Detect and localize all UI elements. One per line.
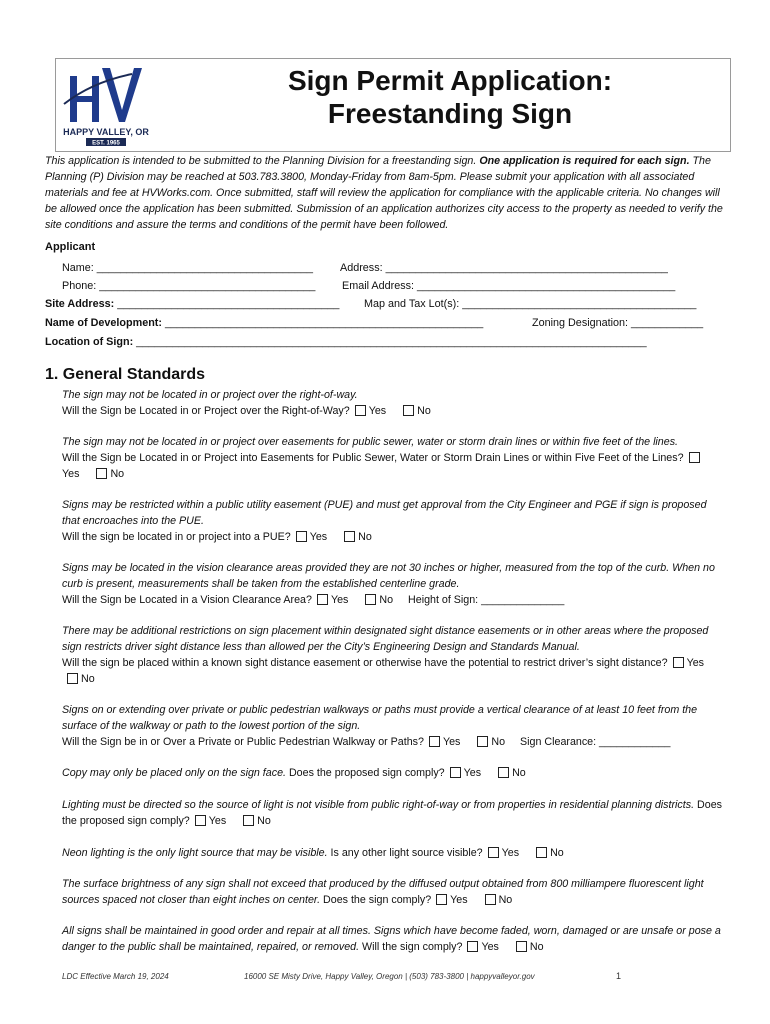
yes-checkbox[interactable] — [195, 815, 206, 826]
site-address-field[interactable] — [45, 298, 339, 310]
location-blank: _____________________________________________________________________________________ — [136, 336, 647, 348]
location-field[interactable] — [45, 336, 647, 348]
yes-checkbox[interactable] — [355, 405, 366, 416]
yes-checkbox[interactable] — [450, 767, 461, 778]
question-text: Will the sign be placed within a known sight distance easement or otherwise have the potential to restrict driver’s sight distance? — [62, 657, 668, 669]
yes-label: Yes — [481, 941, 499, 953]
question-guidance: Signs may be located in the vision clearance areas provided they are not 30 inches or higher, measured from the top of the curb. When no curb is present, measurements shall be taken from the established centerline grade. — [62, 562, 715, 590]
no-checkbox[interactable] — [498, 767, 509, 778]
yes-label: Yes — [501, 847, 520, 859]
yes-checkbox[interactable] — [296, 531, 307, 542]
no-label: No — [417, 405, 431, 417]
yes-label: Yes — [208, 815, 227, 827]
no-checkbox[interactable] — [536, 847, 547, 858]
yes-checkbox[interactable] — [488, 847, 499, 858]
yes-label: Yes — [442, 736, 461, 748]
question-guidance: Neon lighting is the only light source that may be visible. — [62, 847, 328, 859]
location-label: Location of Sign: — [45, 336, 134, 348]
question-maintenance — [62, 923, 722, 955]
question-guidance: The sign may not be located in or project over the right-of-way. — [62, 389, 358, 401]
no-checkbox[interactable] — [96, 468, 107, 479]
question-easements — [62, 434, 722, 482]
yes-checkbox[interactable] — [317, 594, 328, 605]
no-label: No — [491, 736, 506, 748]
logo-name-text: HAPPY VALLEY, OR — [63, 127, 149, 137]
address-field[interactable]: Address: _______________________________________________ — [340, 262, 668, 274]
title-line-1: Sign Permit Application: — [287, 65, 613, 96]
no-label: No — [358, 531, 372, 543]
question-guidance: There may be additional restrictions on sign placement within designated sight distance easements or in other areas where the proposed sign restricts driver sight distance less than allowed per the City’s Engineering Design and Standards Manual. — [62, 625, 709, 653]
site-address-label: Site Address: — [45, 298, 115, 310]
zoning-field[interactable]: Zoning Designation: ____________ — [532, 317, 704, 329]
yes-checkbox[interactable] — [673, 657, 684, 668]
section-heading: 1. General Standards — [45, 366, 206, 383]
phone-field[interactable]: Phone: ____________________________________ — [62, 280, 316, 292]
question-pue — [62, 497, 722, 545]
no-label: No — [498, 894, 513, 906]
no-checkbox[interactable] — [477, 736, 488, 747]
intro-paragraph — [45, 153, 725, 233]
email-field[interactable]: Email Address: ___________________________________________ — [342, 280, 676, 292]
page-number: 1 — [616, 971, 622, 981]
yes-label: Yes — [368, 405, 387, 417]
question-neon-lighting — [62, 845, 722, 861]
question-guidance: The surface brightness of any sign shall not exceed that produced by the diffused output obtained from 800 milliampere fluorescent light sources spaced not closer than eight inches on center. — [62, 878, 704, 906]
yes-label: Yes — [463, 767, 482, 779]
no-label: No — [550, 847, 564, 859]
question-right-of-way — [62, 387, 722, 419]
no-checkbox[interactable] — [243, 815, 254, 826]
question-surface-brightness — [62, 876, 722, 908]
question-lighting-direction — [62, 797, 722, 829]
no-checkbox[interactable] — [485, 894, 496, 905]
yes-label: Yes — [62, 468, 80, 480]
question-guidance: All signs shall be maintained in good order and repair at all times. Signs which have become faded, worn, damaged or are unsafe or pose a danger to the public shall be maintained, repaired, or removed. — [62, 925, 721, 953]
question-vision-clearance — [62, 560, 722, 608]
name-field[interactable]: Name: ____________________________________ — [62, 262, 313, 274]
no-label: No — [81, 673, 95, 685]
happy-valley-logo — [62, 62, 166, 148]
development-field[interactable] — [45, 317, 483, 329]
question-sight-distance — [62, 623, 722, 687]
question-guidance: The sign may not be located in or project over easements for public sewer, water or storm drain lines or within five feet of the lines. — [62, 436, 679, 448]
yes-checkbox[interactable] — [436, 894, 447, 905]
no-checkbox[interactable] — [516, 941, 527, 952]
question-text: Does the sign comply? — [323, 894, 432, 906]
question-text: Will the sign comply? — [362, 941, 463, 953]
yes-checkbox[interactable] — [689, 452, 700, 463]
applicant-heading: Applicant — [45, 241, 96, 253]
question-guidance: Signs may be restricted within a public utility easement (PUE) and must get approval from the City Engineer and PGE if sign is proposed that encroaches into the PUE. — [62, 499, 707, 527]
no-label: No — [529, 941, 544, 953]
question-text: Will the Sign be in or Over a Private or Public Pedestrian Walkway or Paths? — [62, 736, 424, 748]
yes-label: Yes — [686, 657, 704, 669]
yes-label: Yes — [330, 594, 349, 606]
sign-clearance-field[interactable]: Sign Clearance: ____________ — [520, 736, 671, 748]
no-label: No — [110, 468, 125, 480]
development-blank: _____________________________________________________ — [165, 317, 484, 329]
map-tax-lot-field[interactable]: Map and Tax Lot(s): _______________________________________ — [364, 298, 697, 310]
sign-height-field[interactable]: Height of Sign: ______________ — [408, 594, 565, 606]
question-text: Does the proposed sign comply? — [62, 799, 722, 827]
question-text: Is any other light source visible? — [330, 847, 483, 859]
no-label: No — [512, 767, 526, 779]
no-checkbox[interactable] — [365, 594, 376, 605]
page-title — [200, 64, 700, 130]
no-checkbox[interactable] — [403, 405, 414, 416]
question-text: Will the sign be located in or project into a PUE? — [62, 531, 291, 543]
no-checkbox[interactable] — [344, 531, 355, 542]
footer-address: 16000 SE Misty Drive, Happy Valley, Oregon | (503) 783-3800 | happyvalleyor.gov — [244, 972, 535, 981]
question-guidance: Lighting must be directed so the source of light is not visible from public right-of-way or from properties in residential planning districts. — [62, 799, 695, 811]
footer-effective-date: LDC Effective March 19, 2024 — [62, 972, 169, 981]
yes-label: Yes — [309, 531, 328, 543]
yes-checkbox[interactable] — [429, 736, 440, 747]
logo-est-text: EST. 1965 — [92, 140, 120, 147]
intro-bold-text: One application is required for each sign. — [479, 155, 690, 167]
question-text: Will the Sign be Located in or Project into Easements for Public Sewer, Water or Storm Drain Lines or within Five Feet of the Lines? — [62, 452, 684, 464]
yes-label: Yes — [450, 894, 468, 906]
question-text: Will the Sign be Located in or Project over the Right-of-Way? — [62, 405, 350, 417]
yes-checkbox[interactable] — [467, 941, 478, 952]
development-label: Name of Development: — [45, 317, 162, 329]
no-label: No — [257, 815, 271, 827]
no-checkbox[interactable] — [67, 673, 78, 684]
site-address-blank: _____________________________________ — [117, 298, 340, 310]
intro-text-1: This application is intended to be submitted to the Planning Division for a freestanding sign. — [45, 155, 477, 167]
title-line-2: Freestanding Sign — [327, 98, 573, 129]
question-guidance: Signs on or extending over private or public pedestrian walkways or paths must provide a vertical clearance of at least 10 feet from the surface of the walkway or path to the lowest portion of the sign. — [62, 704, 698, 732]
question-text: Will the Sign be Located in a Vision Clearance Area? — [62, 594, 312, 606]
no-label: No — [379, 594, 394, 606]
intro-text-2: The Planning (P) Division may be reached at 503.783.3800, Monday-Friday from 8am-5pm. Please submit your application with all associated materials and fee at HVWorks.com. Once submitted, staff will review the application for compliance with the applicable criteria. No changes will be allowed once the application has been submitted. Submission of an application authorizes city access to the property as needed to verify the site conditions and assure the terms and conditions of the permit have been followed. — [45, 155, 723, 231]
question-text: Does the proposed sign comply? — [288, 767, 445, 779]
question-walkway-clearance — [62, 702, 722, 750]
question-sign-face — [62, 765, 722, 781]
question-guidance: Copy may only be placed only on the sign face. — [62, 767, 286, 779]
